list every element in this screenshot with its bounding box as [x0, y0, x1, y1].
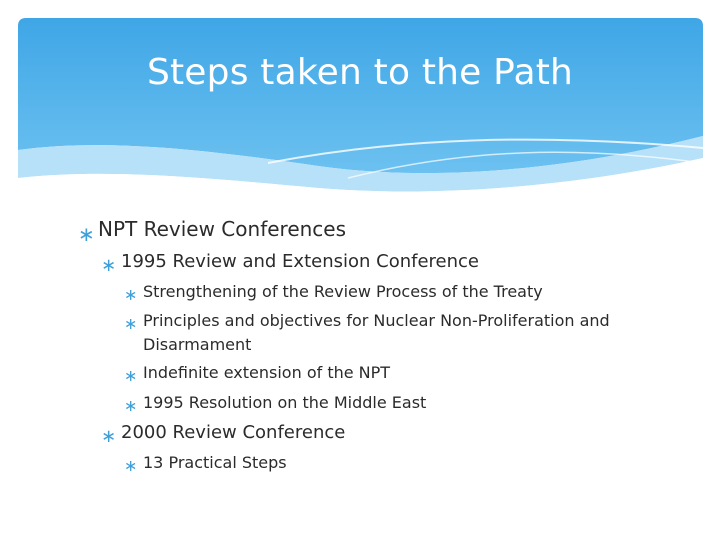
asterisk-icon: ∗ — [124, 314, 138, 333]
list-item: 1995 Resolution on the Middle East — [143, 393, 427, 412]
conference-1995: 1995 Review and Extension Conference — [121, 251, 480, 272]
conference-2000: 2000 Review Conference — [121, 422, 346, 443]
asterisk-icon: ∗ — [78, 222, 95, 246]
list-item: Strengthening of the Review Process of the Treaty — [143, 282, 543, 301]
list-item-continuation: Disarmament — [143, 335, 252, 354]
slide-title: Steps taken to the Path — [146, 52, 574, 93]
asterisk-icon: ∗ — [101, 255, 117, 276]
asterisk-icon: ∗ — [124, 366, 138, 385]
asterisk-icon: ∗ — [124, 456, 138, 475]
outline-level1: NPT Review Conferences — [98, 217, 347, 241]
asterisk-icon: ∗ — [101, 426, 117, 447]
list-item: Indefinite extension of the NPT — [143, 363, 391, 382]
list-item: 13 Practical Steps — [143, 453, 287, 472]
asterisk-icon: ∗ — [124, 396, 138, 415]
list-item: Principles and objectives for Nuclear Non-Proliferation and — [143, 311, 610, 330]
asterisk-icon: ∗ — [124, 285, 138, 304]
